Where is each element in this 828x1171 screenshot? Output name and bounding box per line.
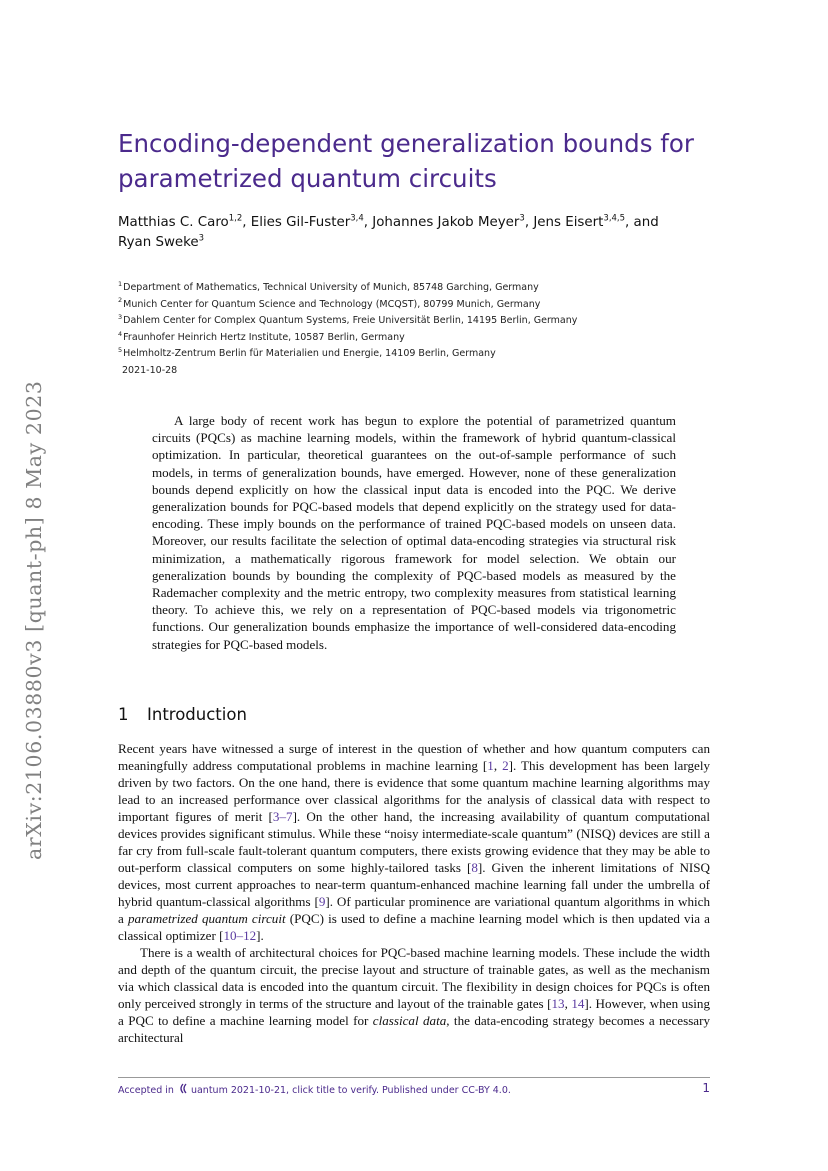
paragraph (118, 740, 710, 944)
quantum-journal-logo-icon (177, 1083, 191, 1094)
affiliation (118, 330, 718, 347)
affiliation-number: 5 (118, 346, 123, 355)
author-separator: , (242, 215, 251, 230)
author-affiliation-marks: 3,4 (350, 213, 364, 224)
citation-link[interactable]: 8 (471, 860, 478, 875)
footer (118, 1083, 710, 1096)
footer-suffix[interactable]: 2021-10-21, click title to verify. Published under CC-BY 4.0. (227, 1085, 511, 1096)
citation-link[interactable]: 13 (551, 996, 565, 1011)
introduction-body (118, 740, 710, 1046)
text-run: , (493, 758, 503, 773)
text-run: ]. However, when using a PQC to define a machine learning model for (118, 996, 710, 1028)
affiliation-number: 3 (118, 313, 123, 322)
author-separator: , (363, 215, 373, 230)
author-list (118, 213, 718, 252)
text-run: , the data-encoding strategy becomes a necessary architectural (118, 1013, 711, 1045)
author-separator: , (524, 215, 534, 230)
affiliation-number: 4 (118, 329, 123, 338)
author-conjunction: , and (625, 215, 659, 230)
section-title: Introduction (147, 705, 247, 724)
author-name: Elies Gil-Fuster (250, 215, 351, 230)
affiliation (118, 346, 718, 363)
affiliation (118, 313, 718, 330)
emphasis: classical data (372, 1013, 447, 1028)
author-name: Johannes Jakob Meyer (372, 215, 520, 230)
affiliation (118, 280, 718, 297)
paragraph (118, 944, 710, 1046)
text-run: ]. (256, 928, 264, 943)
affiliation (118, 297, 718, 314)
affiliations-block (118, 280, 718, 380)
citation-link[interactable]: 2 (502, 758, 509, 773)
publication-date: 2021-10-28 (122, 364, 178, 376)
text-run: Recent years have witnessed a surge of interest in the question of whether and how quantum computers can meaningfully address computational problems in machine learning [ (118, 741, 710, 773)
text-run: ]. On the other hand, the increasing availability of quantum computational devices provides significant stimulus. While these “noisy intermediate-scale quantum” (NISQ) devices are still a far cry from full-scale fault-tolerant quantum computers, there exists growing evidence that they may be able to out-perform classical computers on some highly-tailored tasks [ (118, 809, 711, 875)
page-number: 1 (702, 1081, 710, 1095)
abstract: A large body of recent work has begun to explore the potential of parametrized quantum circuits (PQCs) as machine learning models, within the framework of hybrid quantum-classical optimization. In particular, theoretical guarantees on the out-of-sample performance of such models, in terms of generalization bounds, have emerged. However, none of these generalization bounds depend explicitly on how the classical input data is encoded into the PQC. We derive generalization bounds for PQC-based models that depend explicitly on the strategy used for data-encoding. These imply bounds on the performance of trained PQC-based models on unseen data. Moreover, our results facilitate the selection of optimal data-encoding strategies via structural risk minimization, a mathematically rigorous framework for model selection. We obtain our generalization bounds by bounding the complexity of PQC-based models as measured by the Rademacher complexity and the metric entropy, two complexity measures from statistical learning theory. To achieve this, we rely on a representation of PQC-based models via trigonometric functions. Our generalization bounds emphasize the importance of well-considered data-encoding strategies for PQC-based models. (152, 413, 676, 652)
affiliation-text: Dahlem Center for Complex Quantum Systems, Freie Universität Berlin, 14195 Berlin, Germany (123, 315, 578, 327)
citation-link[interactable]: 10–12 (223, 928, 257, 943)
section-number: 1 (118, 705, 129, 724)
text-run: ]. Given the inherent limitations of NISQ devices, most current approaches to near-term quantum-enhanced machine learning fall under the umbrella of hybrid quantum-classical algorithms [ (118, 860, 710, 909)
citation-link[interactable]: 3–7 (272, 809, 293, 824)
emphasis: parametrized quantum circuit (127, 911, 286, 926)
footer-prefix: Accepted in (118, 1085, 177, 1096)
journal-name[interactable]: uantum (190, 1085, 228, 1096)
affiliation-number: 2 (118, 296, 123, 305)
affiliation-number: 1 (118, 279, 123, 288)
author-affiliation-marks: 3,4,5 (603, 213, 626, 224)
citation-link[interactable]: 14 (571, 996, 585, 1011)
affiliation-text: Department of Mathematics, Technical University of Munich, 85748 Garching, Germany (123, 282, 539, 293)
author-affiliation-marks: 3 (519, 213, 525, 224)
paper-title[interactable]: Encoding-dependent generalization bounds for parametrized quantum circuits (118, 129, 694, 193)
text-run: ]. Of particular prominence are variational quantum algorithms in which a (118, 894, 710, 926)
author-name: Ryan Sweke (118, 234, 199, 250)
text-run: ]. This development has been largely driven by two factors. On the one hand, there is evidence that some quantum machine learning algorithms may lead to an increased performance over classical algorithms for the analysis of classical data with respect to important figures of merit [ (118, 758, 711, 824)
author-affiliation-marks: 1,2 (228, 213, 243, 224)
affiliation-text: Helmholtz-Zentrum Berlin für Materialien und Energie, 14109 Berlin, Germany (123, 348, 496, 360)
affiliation-text: Munich Center for Quantum Science and Technology (MCQST), 80799 Munich, Germany (123, 298, 541, 310)
affiliation-text: Fraunhofer Heinrich Hertz Institute, 10587 Berlin, Germany (123, 331, 405, 343)
footer-divider (118, 1077, 710, 1078)
arxiv-identifier[interactable]: arXiv:2106.03880v3 [quant-ph] 8 May 2023 (22, 380, 46, 860)
citation-link[interactable]: 1 (487, 758, 494, 773)
author-name: Matthias C. Caro (118, 215, 229, 230)
text-run: (PQC) is used to define a machine learning model which is then updated via a classical optimizer [ (118, 911, 710, 943)
citation-link[interactable]: 9 (318, 894, 326, 909)
author-name: Jens Eisert (533, 215, 604, 230)
text-run: , (564, 996, 572, 1011)
author-affiliation-marks: 3 (198, 233, 205, 244)
section-heading (118, 705, 247, 724)
text-run: There is a wealth of architectural choices for PQC-based machine learning models. These include the width and depth of the quantum circuit, the precise layout and structure of trainable gates, as well as the mechanism via which classical data is encoded into the quantum circuit. The flexibility in design choices for PQCs is often only perceived strongly in terms of the structure and layout of the trainable gates [ (118, 945, 710, 1011)
